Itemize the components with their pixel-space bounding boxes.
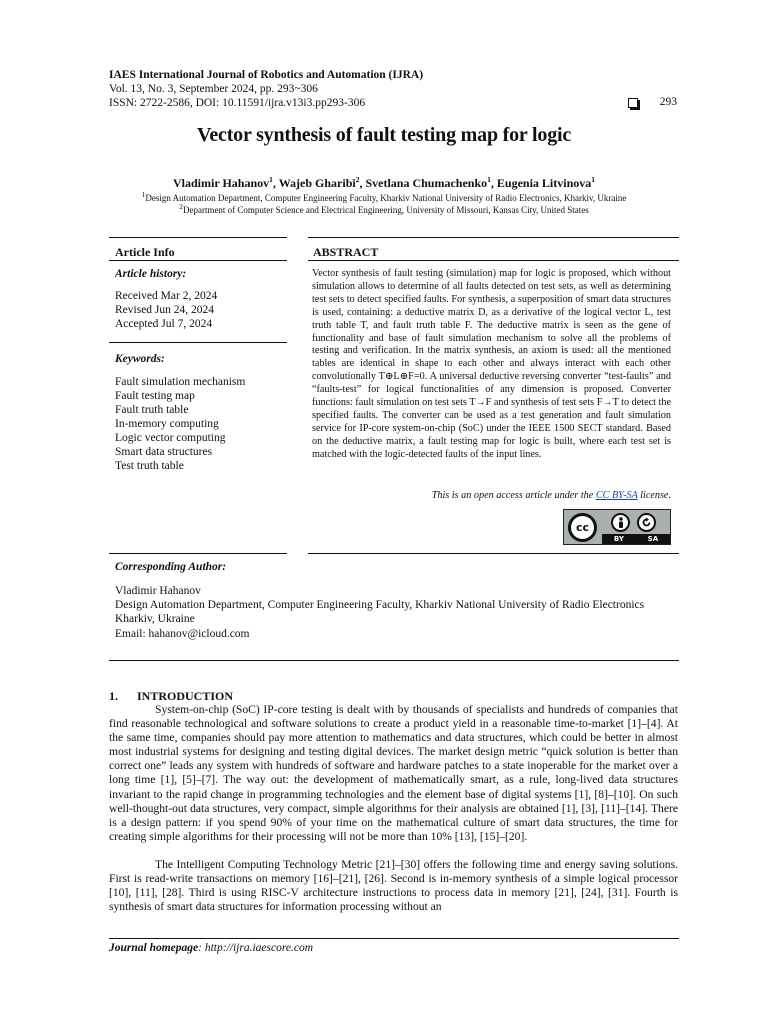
article-info-top-rule <box>109 237 287 238</box>
abstract-text: Vector synthesis of fault testing (simulation) map for logic is proposed, which without simulation allows to determine of all faults detected on test sets, as well as determining test sets to detect specified faults. For synthesis, a superposition of smart data structures is used, containing: a deductive matrix D, as a derivative of the logical vector L, test truth table T, and fault truth table F. The deductive matrix is seen as the gene of functionality and base of fault simulation mechanism to solve all the problems of testing and verification. In the matrix synthesis, an axiom is used: all the mentioned tables are identical in shape to each other and always interact with each other convolutionally T⊕L⊕F=0. A universal deductive reversing converter “test-faults” and “faults-test” for logical functionalities of any dimension is proposed. Converter functions: fault simulation on test sets T→F and synthesis of test sets F→T to detect the specified faults. The converter can be used as a test generation and fault simulation service for IP-core system-on-chip (SoC) under the IEEE 1500 SECT standard. Based on the deductive matrix, a fault testing map for logic is built, where each test set is matched with the logic-detected faults of the input lines. <box>312 268 671 460</box>
keywords-rule <box>109 342 287 343</box>
corresponding-name: Vladimir Hahanov <box>115 585 201 597</box>
page-number: 293 <box>659 96 677 108</box>
article-dates <box>115 289 217 332</box>
badge-sa-label: SA <box>647 535 659 543</box>
cc-by-sa-link[interactable]: CC BY-SA <box>595 490 638 501</box>
article-info-heading: Article Info <box>115 245 175 259</box>
corresponding-author-block <box>115 584 675 641</box>
received-date: Received Mar 2, 2024 <box>115 290 218 302</box>
corresponding-bottom-rule <box>109 660 679 661</box>
corresponding-author-label: Corresponding Author: <box>115 561 227 573</box>
header-right <box>628 96 677 108</box>
attribution-person-icon <box>611 513 630 532</box>
author-aff: 1 <box>487 175 491 184</box>
revised-date: Revised Jun 24, 2024 <box>115 304 215 317</box>
cc-logo-icon: cc <box>568 513 597 542</box>
abstract-top-rule <box>308 237 679 238</box>
badge-by-label: BY <box>613 535 624 543</box>
author-name: Wajeb Gharibi <box>278 176 356 190</box>
author-name: Eugenia Litvinova <box>496 176 592 190</box>
homepage-label: Journal homepage <box>109 942 199 954</box>
article-info-sub-rule <box>109 260 287 261</box>
paper-title: Vector synthesis of fault testing map for logic <box>196 124 572 146</box>
keyword-item: In-memory computing <box>115 418 219 430</box>
keyword-list <box>115 375 245 473</box>
cc-license-badge[interactable] <box>563 509 671 545</box>
keyword-item: Smart data structures <box>115 446 213 458</box>
author-name: Svetlana Chumachenko <box>365 176 488 190</box>
section-heading <box>109 689 233 704</box>
corresponding-city: Kharkiv, Ukraine <box>115 613 195 626</box>
affiliation-2: $^2$Department of Computer Science and Electrical Engineering, University of Missouri, Kansas City, United States <box>179 202 589 215</box>
license-note: This is an open access article under the CC BY-SA license. <box>431 490 671 501</box>
issn-doi: ISSN: 2722-2586, DOI: 10.11591/ijra.v13i3.pp293-306 <box>109 97 366 109</box>
homepage-url[interactable]: : http://ijra.iaescore.com <box>198 942 314 954</box>
keyword-item: Test truth table <box>115 460 184 472</box>
corresponding-affiliation: Design Automation Department, Computer Engineering Faculty, Kharkiv National University of Radio Electronics <box>115 599 645 612</box>
keywords-label: Keywords: <box>115 353 165 365</box>
keyword-item: Fault truth table <box>115 404 189 416</box>
badge-labels <box>602 534 670 544</box>
author-name: Vladimir Hahanov <box>173 176 270 190</box>
abstract-bottom-rule <box>308 553 679 554</box>
affiliation-1: $^1$Design Automation Department, Computer Engineering Faculty, Kharkiv National University of Radio Electronics, Kharkiv, Ukraine <box>141 190 627 203</box>
author-aff: 2 <box>355 175 360 184</box>
intro-paragraph-2: The Intelligent Computing Technology Metric [21]–[30] offers the following time and energy saving solutions. First is read-write transactions on memory [16]–[21], [26]. Second is in-memory synthesis of a simple logical processor [10], [11], [28]. Third is using RISC-V architecture instructions to process data in memory [21], [24], [31]. Fourth is synthesis of smart data structures for information processing without an <box>109 858 678 914</box>
intro-paragraph-1: System-on-chip (SoC) IP-core testing is dealt with by thousands of specialists and hundreds of companies that find reasonable technological and software solutions to create a product yield in a reasonable time-to-market [1]–[4]. At the same time, companies should pay more attention to mathematics and data structures, which could be better in almost most industrial systems for designing and testing digital devices. The market design metric “quick solution is better than correct one” leads any system with hundreds of software and hardware patches to a state inoperable for the market over a long time [1], [5]–[7]. The way out: the development of mathematically smart, as a rule, long-lived data structures invariant to the rapid change in programming technologies and the element base of digital systems [1], [8]–[10]. On such well-thought-out data structures, very compact, simple algorithms for their analysis are obtained [1], [3], [11]–[14]. There is a design pattern: if you spend 90% of your time on the mathematical culture of smart data structures, the time for creating simple algorithms for their processing will not be more than 10% [13], [15]–[20]. <box>109 703 678 843</box>
abstract-sub-rule <box>308 260 679 261</box>
author-aff: 1 <box>591 175 595 184</box>
corresponding-email: Email: hahanov@icloud.com <box>115 627 250 640</box>
abstract-heading: ABSTRACT <box>313 245 379 259</box>
article-history-label: Article history: <box>115 268 187 280</box>
footer-rule <box>109 938 679 939</box>
section-number: 1. <box>109 689 118 703</box>
keyword-item: Fault testing map <box>115 390 195 402</box>
journal-homepage <box>109 942 313 954</box>
author-aff: 1 <box>269 175 273 184</box>
box-bullet-icon <box>628 98 638 108</box>
share-alike-icon <box>637 513 656 532</box>
accepted-date: Accepted Jul 7, 2024 <box>115 318 213 331</box>
keyword-item: Logic vector computing <box>115 432 226 444</box>
volume-info: Vol. 13, No. 3, September 2024, pp. 293~306 <box>109 83 318 95</box>
journal-name: IAES International Journal of Robotics and Automation (IJRA) <box>109 69 424 81</box>
keyword-item: Fault simulation mechanism <box>115 376 246 388</box>
section-title: INTRODUCTION <box>137 689 234 703</box>
article-info-bottom-rule <box>109 553 287 554</box>
author-list: Vladimir Hahanov$^1$, Wajeb Gharibi$^2$, Svetlana Chumachenko$^1$, Eugenia Litvinova$^1$ <box>173 175 595 190</box>
